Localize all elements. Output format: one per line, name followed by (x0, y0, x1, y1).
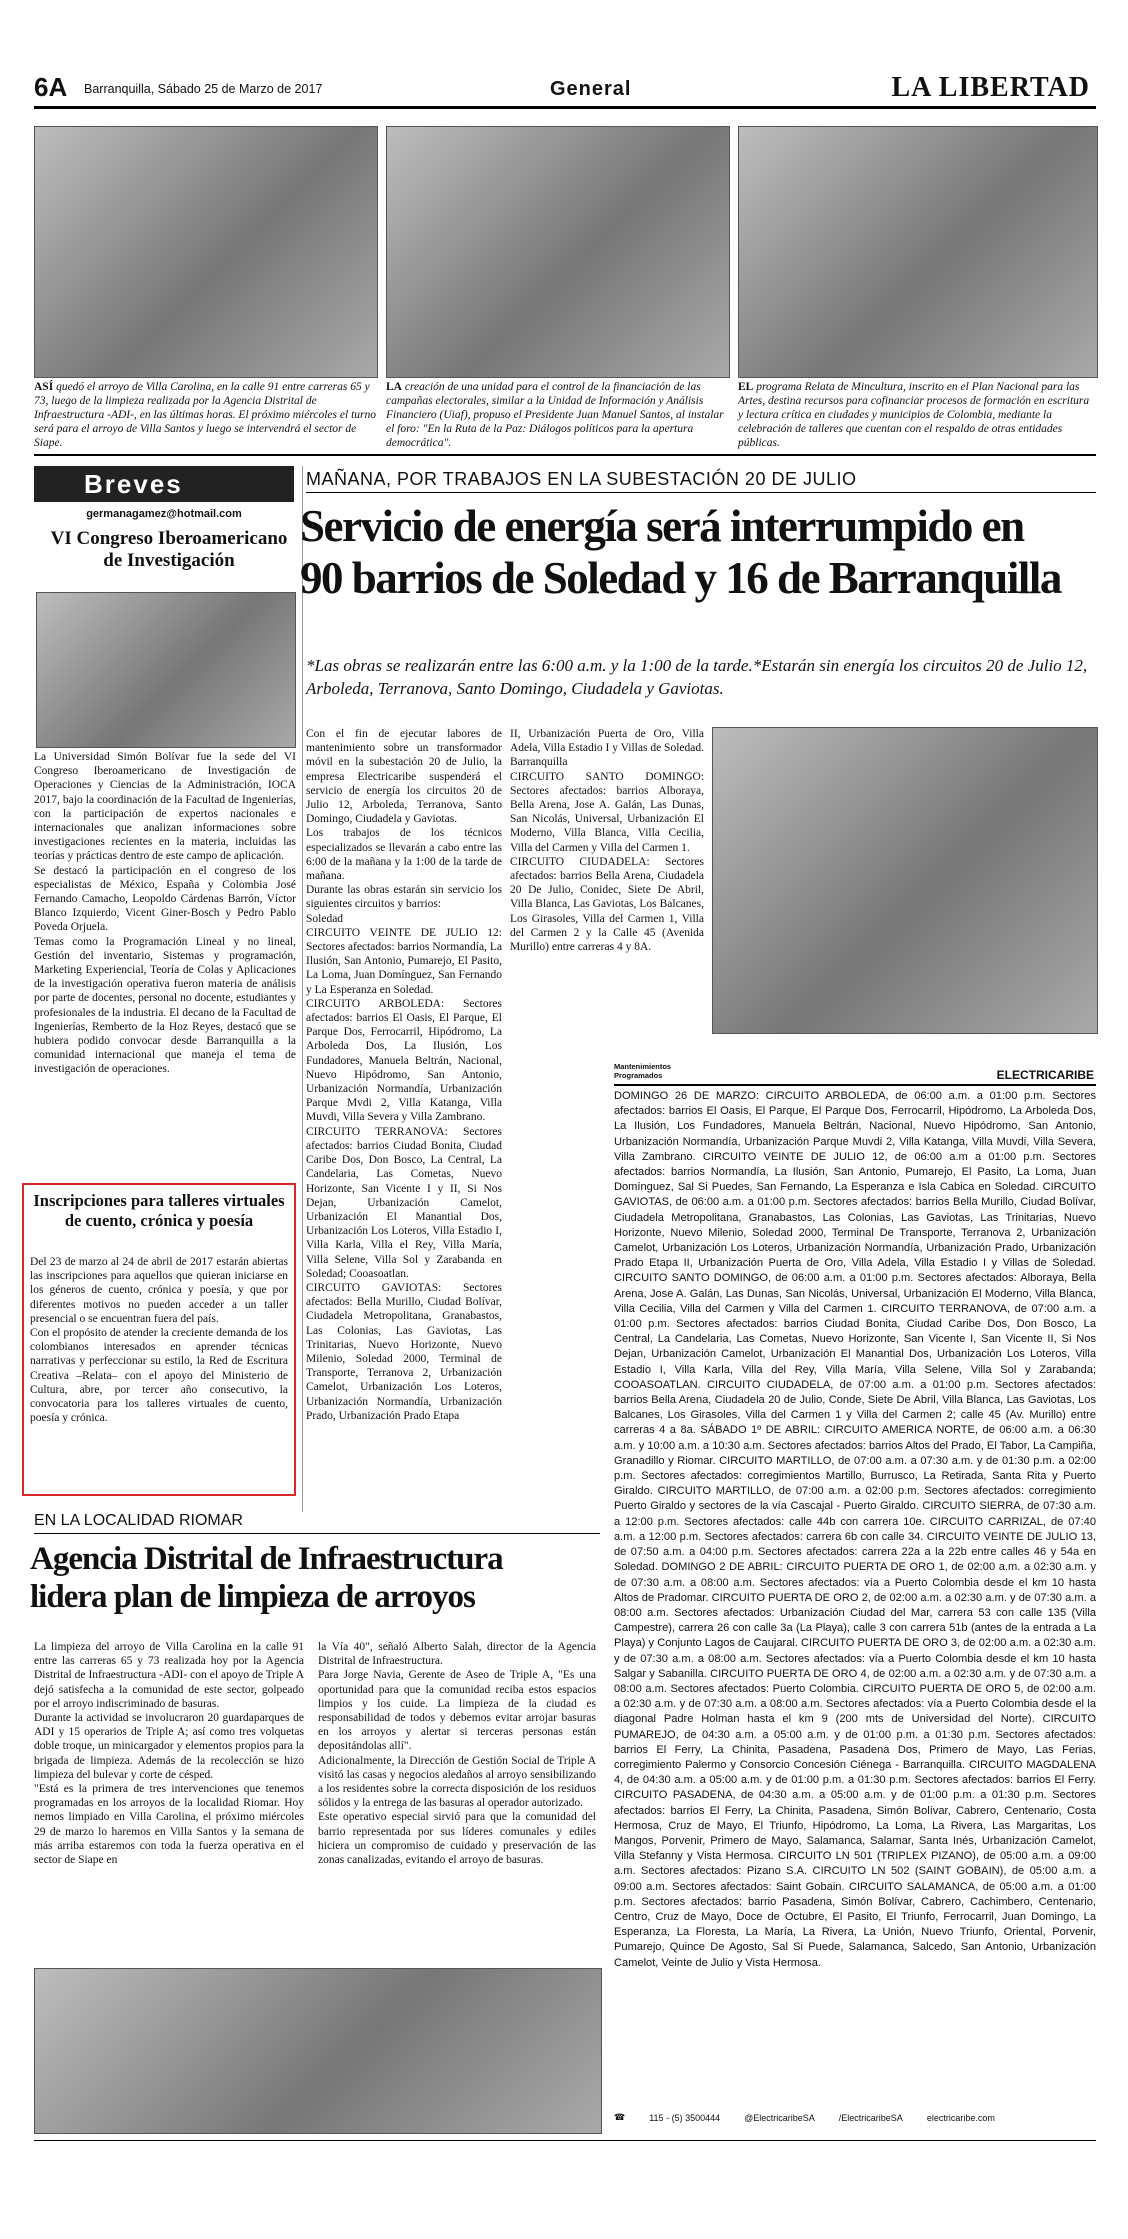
footer-facebook: /ElectricaribeSA (838, 2112, 903, 2123)
breve-title: VI Congreso Iberoamericano de Investigación (50, 528, 288, 571)
photo-congreso (36, 592, 296, 748)
page-number: 6A (34, 72, 68, 102)
schedule-footer (614, 2112, 1096, 2123)
schedule-box (608, 1062, 1096, 2134)
photo-presidente-santos (386, 126, 730, 378)
footer-twitter: @ElectricaribeSA (744, 2112, 815, 2123)
breve-box-talleres (22, 1183, 296, 1496)
schedule-text: DOMINGO 26 DE MARZO: CIRCUITO ARBOLEDA, de 06:00 a.m. a 01:00 p.m. Sectores afectados: barrios El Oasis, El Parque, El Parque Dos, Ferrocarril, Hipódromo, La Arboleda Dos, La Ilusión, Los Fundadores, Manuela Beltrán, Nacional, Nuevo Hipódromo, San Antonio, Urbanización Normandía, Urbanización Parque Muvdi 2, Villa Katanga, Villa Muvdi, Villa Severa, Villa Zambrano. CIRCUITO VEINTE DE JULIO 12, de 06:00 a.m a 01:00 p.m. Sectores afectados: barrios Normandía, La Ilusión, San Antonio, Pumarejo, El Pasito, La Loma, Juan Domínguez, Sal Si Puedes, San Fernando, La Esperanza e Isla Cabica en Soledad. CIRCUITO GAVIOTAS, de 06:00 a.m. a 01:00 p.m. Sectores afectados: barrios Bella Murillo, Ciudad Bolívar, Ciudadela Metropolitana, Granabastos, Las Colonias, Las Gaviotas, Las Trinitarias, Nuevo Horizonte, Nuevo Milenio, Soledad 2000, Terminal De Transporte, Terranova 2, Urbanización Camelot, Urbanización Los Loteros, Urbanización Normandía, Urbanización Prado, Urbanización Prado Etapa II, Urbanización Puerta de Oro, Villa Adela, Villa Estadio I y Villas de Soledad. CIRCUITO SANTO DOMINGO, de 06:00 a.m. a 01:00 p.m. Sectores afectados: Alboraya, Bella Arena, Jose A. Galán, Las Dunas, San Nicolás, Universal, Urbanización El Moderno, Villa Blanca, Villa Cecilia, Villa del Carmen y Villa del Carmen 1. CIRCUITO TERRANOVA, de 07:00 a.m. a 01:00 p.m. Sectores afectados: barrios Ciudad Bonita, Ciudad Caribe Dos, Don Bosco, La Central, La Candelaria, Las Cometas, Nuevo Horizonte, San Vicente I, San Vicente II, Si Nos Dejan, Urbanización Camelot, Urbanización El Manantial Dos, Urbanización Los Loteros, Villa Estadio I, Villa Karla, Villa del Rey, Villa María, Villa Selene, Villa Sol y Zarabanda; COOASOATLAN. CIRCUITO CIUDADELA, de 07:00 a.m. a 01:00 p.m. Sectores afectados: barrios Bella Arena, Ciudadela 20 de Julio, Conde, Siete De Abril, Villa Blanca, Las Gaviotas, Los Balcanes, Los Girasoles, Villa del Carmen 1 y Villa del Carmen 2; calle 45 (Av. Murillo) entre carreras 4 a 8a. SÁBADO 1º DE ABRIL: CIRCUITO AMERICA NORTE, de 06:00 a.m. a 06:30 a.m. y 10:00 a.m. a 10:30 a.m. Sectores afectados: barrios Altos del Prado, El Tabor, La Campiña, Granadillo y Riomar. CIRCUITO MARTILLO, de 07:00 a.m. a 07:30 a.m. y de 01:30 p.m. a 02:00 p.m. Sectores afectados: corregimientos Martillo, Burrusco, La Retirada, Santa Rita y Puerto Giraldo. CIRCUITO MARTILLO, de 07:00 a.m. a 02:00 p.m. Sectores afectados: corregimiento Puerto Giraldo y sectores de la vía Cascajal - Puerto Giraldo. CIRCUITO SIERRA, de 07:30 a.m. a 12:00 p.m. Sectores afectados: calle 44b con carrera 10e. CIRCUITO CARRIZAL, de 07:40 a.m. a 12:00 p.m. Sectores afectados: carrera 6b con calle 34. CIRCUITO VEINTE DE JULIO 13, de 07:50 a.m. a 04:00 p.m. Sectores afectados: carrera 22a a la 22b entre calles 46 y 54a en Soledad. DOMINGO 2 DE ABRIL: CIRCUITO PUERTA DE ORO 1, de 02:00 a.m. a 02:30 a.m. y de 07:30 a.m. a 08:00 a.m. Sectores afectados: vía a Puerto Colombia desde el km 10 hasta Altos de Pradomar. CIRCUITO PUERTA DE ORO 2, de 02:00 a.m. a 02:30 a.m. y de 07:30 a.m. a 08:00 a.m. Sectores afectados: Urbanización Ciudad del Mar, carrera 53 con calle 135 (Villa Campestre), carrera 26 con calle 3a (La Playa), calle 3 con carrera 51b (antes de la entrada a La Playa) y Conjunto Lagos de Caujaral. CIRCUITO PUERTA DE ORO 3, de 02:00 a.m. a 02:30 a.m. y de 07:30 a.m. a 08:00 a.m. Sectores afectados: vía a Puerto Colombia desde el km 10 hasta Salgar y Sabanilla. CIRCUITO PUERTA DE ORO 4, de 02:00 a.m. a 02:30 a.m. y de 07:30 a.m. a 08:00 a.m. Sectores afectados: Puerto Colombia. CIRCUITO PUERTA DE ORO 5, de 02:00 a.m. a 02:30 a.m. y de 07:30 a.m. a 08:00 a.m. Sectores afectados: vía a Puerto Colombia desde el la diagonal Padre Holman hasta el km 9 (200 mts de Universidad del Norte). CIRCUITO PUMAREJO, de 04:30 a.m. a 05:00 a.m. y de 01:00 p.m. a 01:30 p.m. Sectores afectados: barrios El Ferry, La Chinita, Pasadena, Pasadena Dos, Primero de Mayo, Las Ferias, corregimiento Palermo y Consorcio Concesión Ciénega - Barranquilla. CIRCUITO MAGDALENA 4, de 04:30 a.m. a 05:00 a.m. y de 01:00 p.m. a 01:30 p.m. Sectores afectados: barrios El Ferry. CIRCUITO PASADENA, de 04:30 a.m. a 05:00 a.m. y de 01:00 p.m. a 01:30 p.m. Sectores afectados: barrios El Ferry, La Chinita, Pasadena, Simón Bolívar, Cabrero, Centenario, Costa Hermosa, Cruz de Mayo, El Triunfo, Hipódromo, La Loma, La Rivera, Las Margaritas, Los Mangos, Porvenir, Primero de Mayo, Salamanca, Salamar, Santa Inés, Urbanización Camelot, Villa Stefanny y Vista Hermosa. CIRCUITO LN 501 (TRIPLEX PIZANO), de 05:00 a.m. a 09:00 a.m. Sectores afectados: Pizano S.A. CIRCUITO LN 502 (SAINT GOBAIN), de 05:00 a.m. a 09:00 a.m. Sectores afectados: Saint Gobain. CIRCUITO SALAMANCA, de 05:00 a.m. a 01:00 p.m. Sectores afectados: barrio Pasadena, Simón Bolívar, Cabrero, Cachimbero, Centenario, Centro, Cruz de Mayo, Doce de Octubre, El Pasito, El Triunfo, Ferrocarril, Juan Domingo, La Esperanza, La Floresta, La María, La Rivera, La Unión, Nuevo Triunfo, Oriental, Porvenir, Pumarejo, Quince De Agosto, Sal Si Puede, Salamanca, Salcedo, San Antonio, Urbanización Camelot, Veinte de Julio y Vista Hermosa. (614, 1090, 1096, 1969)
photo-caption: LA creación de una unidad para el control de la financiación de las campañas electorales, similar a la Unidad de Información y Análisis Financiero (Uiaf), propuso el Presidente Juan Manuel Santos, al instalar el foro: "En la Ruta de la Paz: Diálogos políticos para la apertura democrática". (386, 381, 724, 449)
photo-brigada-limpieza (34, 1968, 602, 2134)
breve-body: La Universidad Simón Bolívar fue la sede del VI Congreso Iberoamericano de Investigación de Operaciones y Ciencias de la Administración, IOCA 2017, bajo la coordinación de la Facultad de Ingenierías, con la participación de expertos nacionales e internacionales que analizan informaciones sobre investigaciones recientes en la materia, incluidas las teorías y prácticas dentro de este campo de aplicación. Se destacó la participación en el congreso de los especialistas de México, España y Colombia José Fernando Camacho, Leopoldo Cárdenas Barrón, Víctor Blanco Izquierdo, Vicent Giner-Bosch y Pedro Pablo Poveda Orjuela. Temas como la Programación Lineal y no lineal, Gestión del inventario, Sistemas y programación, Marketing Experiencial, Teoría de Colas y Aplicaciones de la investigación operativa fueron materia de análisis por parte de docentes, personal no docente, estudiantes y profesionales de la industria. El decano de la Facultad de Ingenierías, Remberto de la Hoz Reyes, destacó que se hubiera podido convocar desde Barranquilla a la comunidad internacional que maneja el tema de investigación de operaciones. (34, 751, 296, 1076)
article-column-2: II, Urbanización Puerta de Oro, Villa Adela, Villa Estadio I y Villas de Soledad. Barranquilla CIRCUITO SANTO DOMINGO: Sectores afectados: barrios Alboraya, Bella Arena, Jose A. Galán, Las Dunas, San Nicolás, Universal, Urbanización El Moderno, Villa Blanca, Villa Cecilia, Villa del Carmen y Villa del Carmen 1. CIRCUITO CIUDADELA: Sectores afectados: barrios Bella Arena, Ciudadela 20 De Julio, Conidec, Siete De Abril, Villa Blanca, Las Gaviotas, Los Balcanes, Los Girasoles, Villa del Carmen 1, Villa del Carmen 2 y la Calle 45 (Avenida Murillo) entre carreras 4 y 8A. (510, 728, 704, 954)
schedule-rule (614, 1084, 1096, 1086)
section-rule (34, 454, 1096, 456)
section-name: General (550, 78, 632, 100)
article-headline: Servicio de energía será interrumpido en 90 barrios de Soledad y 16 de Barranquilla (300, 501, 1061, 603)
footer-web: electricaribe.com (926, 2112, 995, 2123)
breve-title: Inscripciones para talleres virtuales de cuento, crónica y poesía (33, 1191, 285, 1230)
column-divider (302, 466, 303, 1512)
schedule-label: Mantenimientos Programados (614, 1062, 672, 1080)
article-kicker: MAÑANA, POR TRABAJOS EN LA SUBESTACIÓN 20 DE JULIO (306, 469, 857, 489)
article-kicker: EN LA LOCALIDAD RIOMAR (34, 1512, 243, 1529)
article-headline: Agencia Distrital de Infraestructura lidera plan de limpieza de arroyos (30, 1541, 503, 1615)
photo-arroyo-villa-carolina (34, 126, 378, 378)
photo-caption: EL programa Relata de Mincultura, inscrito en el Plan Nacional para las Artes, destina recursos para cofinanciar procesos de formación en escritura y lectura crítica en ciudades y municipios de Colombia, mediante la celebración de talleres que cuentan con el respaldo de otras entidades públicas. (738, 381, 1090, 449)
photo-programa-relata (738, 126, 1098, 378)
photo-caption: ASÍ quedó el arroyo de Villa Carolina, en la calle 91 entre carreras 65 y 73, luego de la limpieza realizada por la Agencia Distrital de Infraestructura -ADI-, en las últimas horas. El próximo miércoles el turno será para el arroyo de Villa Santos y luego se intervendrá el sector de Siape. (34, 381, 376, 449)
dateline: Barranquilla, Sábado 25 de Marzo de 2017 (84, 82, 323, 96)
page-header (34, 70, 1096, 106)
breve-body: Del 23 de marzo al 24 de abril de 2017 estarán abiertas las inscripciones para aquellos que quieran iniciarse en los géneros de cuento, crónica y poesía, y que por diferentes motivos no pueden acceder a un taller presencial o se encuentran fuera del país. Con el propósito de atender la creciente demanda de los colombianos interesados en aprender técnicas narrativas y perfeccionar su estilo, la Red de Escritura Creativa –Relata– con el apoyo del Ministerio de Cultura, abre, por tercer año consecutivo, la convocatoria para los talleres virtuales de cuento, poesía y crónica. (30, 1256, 288, 1425)
breves-label: Breves (34, 466, 294, 502)
masthead: LA LIBERTAD (891, 72, 1090, 103)
article-column-1: Con el fin de ejecutar labores de mantenimiento sobre un transformador móvil en la subestación 20 de Julio, la empresa Electricaribe suspenderá el servicio de energía los circuitos 20 de Julio 12, Arboleda, Terranova, Santo Domingo, Ciudadela y Gaviotas. Los trabajos de los técnicos especializados se llevarán a cabo entre las 6:00 de la mañana y la 1:00 de la tarde de mañana. Durante las obras estarán sin servicio los siguientes circuitos y barrios: Soledad CIRCUITO VEINTE DE JULIO 12: Sectores afectados: barrios Normandía, La Ilusión, San Antonio, Pumarejo, El Pasito, La Loma, Juan Domínguez, San Fernando y La Esperanza en Soledad. CIRCUITO ARBOLEDA: Sectores afectados: barrios El Oasis, El Parque, El Parque Dos, Ferrocarril, Hipódromo, La Arboleda Dos, La Ilusión, Los Fundadores, Manuela Beltrán, Nacional, Nuevo Hipódromo, San Antonio, Urbanización Normandía, Urbanización Parque Mvdi 2, Villa Katanga, Villa Muvdi, Villa Severa y Villa Zambrano. CIRCUITO TERRANOVA: Sectores afectados: barrios Ciudad Bonita, Ciudad Caribe Dos, Don Bosco, La Central, La Candelaria, Las Cometas, Nuevo Horizonte, San Vicente I y II, Si Nos Dejan, Urbanización Camelot, Urbanización El Manantial Dos, Urbanización Los Loteros, Villa Estadio I, Villa Karla, Villa el Rey, Villa María, Villa Selene, Villa Sol y Zarabanda en Soledad; Cooasoatlan. CIRCUITO GAVIOTAS: Sectores afectados: Bella Murillo, Ciudad Bolívar, Ciudadela Metropolitana, Granabastos, Las Colonias, Las Gaviotas, Las Trinitarias, Nuevo Horizonte, Nuevo Milenio, Soledad 2000, Terminal de Transporte, Terranova 2, Urbanización Camelot, Urbanización Los Loteros, Urbanización Normandía, Urbanización Prado, Urbanización Prado Etapa (306, 728, 502, 1422)
footer-rule (34, 2140, 1096, 2141)
breves-email: germanagamez@hotmail.com (86, 508, 242, 520)
kicker-rule (34, 1533, 600, 1534)
schedule-brand: ELECTRICARIBE (996, 1068, 1094, 1082)
kicker-rule (306, 492, 1096, 493)
article-deck: *Las obras se realizarán entre las 6:00 a.m. y la 1:00 de la tarde.*Estarán sin energía los circuitos 20 de Julio 12, Arboleda, Terranova, Santo Domingo, Ciudadela y Gaviotas. (306, 656, 1088, 698)
article-column-2: la Vía 40", señaló Alberto Salah, director de la Agencia Distrital de Infraestructura. Para Jorge Navia, Gerente de Aseo de Triple A, "Es una oportunidad para que la comunidad reciba estos espacios limpios y los cuide. La limpieza de la ciudad es responsabilidad de todos y debemos evitar arrojar basuras en los arroyos y alertar si terceras personas están depositándolas allí". Adicionalmente, la Dirección de Gestión Social de Triple A visitó las casas y negocios aledaños al arroyo sensibilizando a los residentes sobre la correcta disposición de los residuos sólidos y la entrega de las basuras al operador autorizado. Este operativo especial sirvió para que la comunidad del barrio representada por sus líderes comunales y ediles hiciera un compromiso de cuidado y preservación de las zonas canalizadas, evitando el arroyo de basuras. (318, 1641, 596, 1867)
phone-icon: ☎ (614, 2112, 626, 2122)
article-column-1: La limpieza del arroyo de Villa Carolina en la calle 91 entre las carreras 65 y 73 realizada hoy por la Agencia Distrital de Infraestructura -ADI- con el apoyo de Triple A dejó satisfecha a la comunidad de este sector, golpeado por el arroyo indiscriminado de basuras. Durante la actividad se involucraron 20 guardaparques de ADI y 15 operarios de Triple A; así como tres volquetas doble troque, un minicargador y elementos propios para la brigada de limpieza. Además de la recolección se hizo limpieza del bulevar y corte de césped. "Está es la primera de tres intervenciones que tenemos programadas en los arroyos de la localidad Riomar. Hoy nemos limpiado en Villa Carolina, el próximo miércoles 29 de marzo lo haremos en Villa Santos y la semana de más arriba estaremos con toda la fuerza operativa en el sector de Siape en (34, 1641, 304, 1867)
header-rule (34, 106, 1096, 109)
footer-phone: 115 - (5) 3500444 (649, 2112, 721, 2123)
photo-lineman-electricaribe (712, 727, 1098, 1034)
